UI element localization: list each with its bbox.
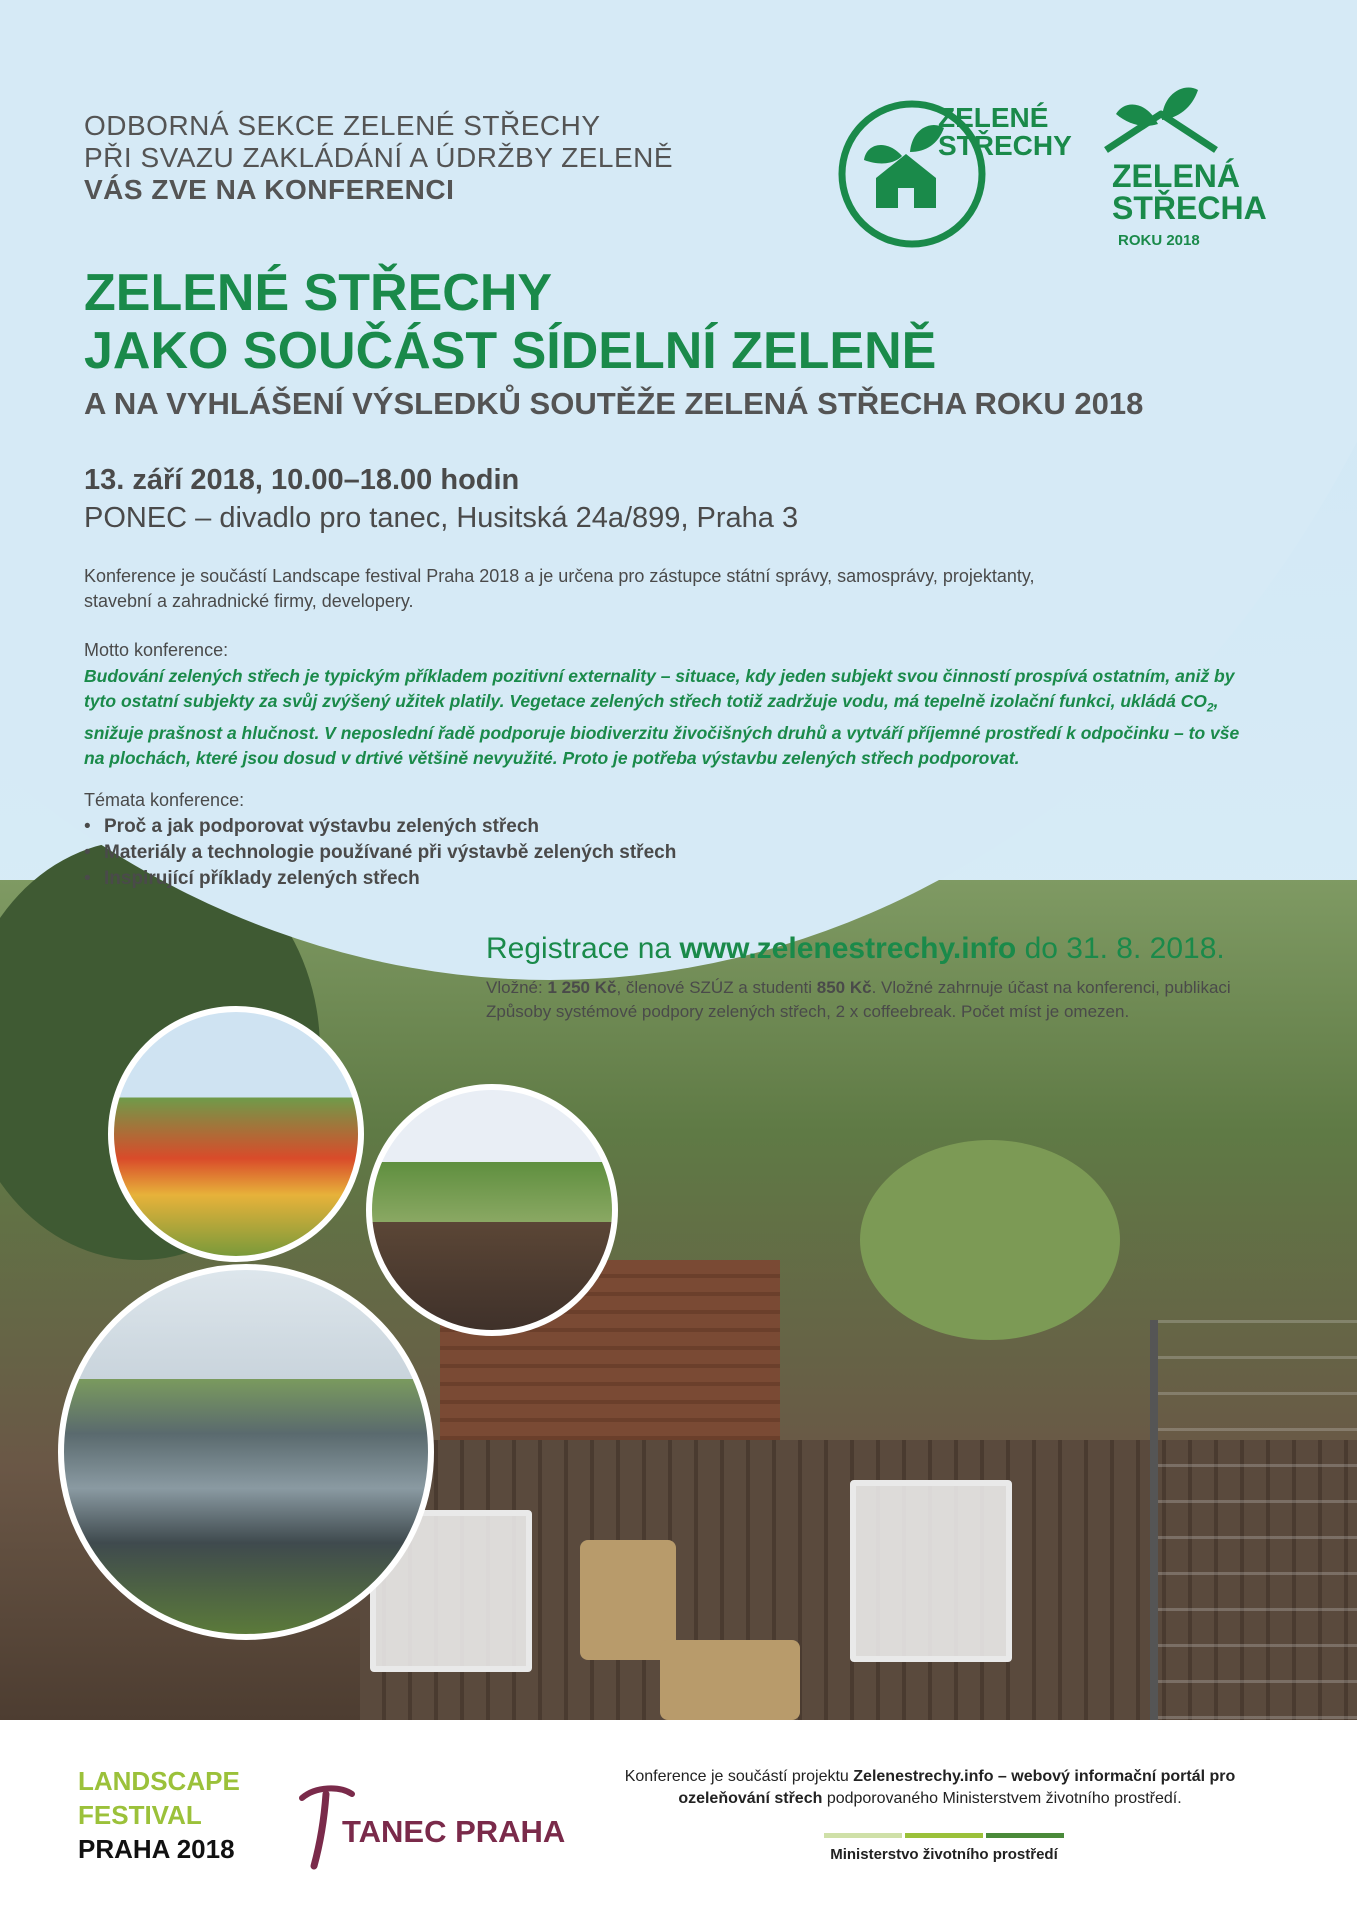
logo-line: STŘECHA bbox=[1112, 190, 1267, 226]
motto-part: , snižuje prašnost a hlučnost. V neposlední řadě podporuje biodiverzitu živočišných druhů a vytváří příjemné prostředí k odpočinku – to vše na plochách, které jsou dosud v drtivé většině nevyužité. Proto je potřeba výstavbu zelených střech podporovat. bbox=[84, 691, 1240, 768]
photo-circle-building-roof bbox=[58, 1264, 434, 1640]
event-place: PONEC – divadlo pro tanec, Husitská 24a/899, Praha 3 bbox=[84, 502, 799, 534]
railing bbox=[1150, 1320, 1357, 1720]
fee-info bbox=[486, 976, 1286, 1024]
list-item: • Proč a jak podporovat výstavbu zelených střech bbox=[84, 814, 676, 840]
organizer-line-2: PŘI SVAZU ZAKLÁDÁNÍ A ÚDRŽBY ZELENĚ bbox=[84, 142, 674, 173]
registration-link[interactable]: www.zelenestrechy.info bbox=[679, 932, 1017, 965]
shrub bbox=[860, 1140, 1120, 1340]
ministry-logo-text: Ministerstvo životního prostředí bbox=[830, 1846, 1058, 1863]
invite-line: VÁS ZVE NA KONFERENCI bbox=[84, 174, 455, 205]
organizer-line-1: ODBORNÁ SEKCE ZELENÉ STŘECHY bbox=[84, 110, 601, 141]
zelene-strechy-logo-text bbox=[938, 104, 1072, 160]
list-item: • Materiály a technologie používané při výstavbě zelených střech bbox=[84, 840, 676, 866]
topics-list bbox=[84, 814, 676, 892]
motto-heading: Motto konference: bbox=[84, 640, 229, 660]
tanec-praha-logo-text: TANEC PRAHA bbox=[342, 1814, 566, 1849]
event-date: 13. září 2018, 10.00–18.00 hodin bbox=[84, 464, 520, 496]
bar bbox=[986, 1833, 1064, 1838]
topics-heading: Témata konference: bbox=[84, 790, 245, 810]
registration-deadline: do 31. 8. 2018. bbox=[1024, 932, 1225, 965]
logo-line: STŘECHY bbox=[938, 130, 1072, 161]
footer-note-part: Konference je součástí projektu bbox=[624, 1768, 849, 1785]
wood-stump bbox=[660, 1640, 800, 1720]
co2-subscript: 2 bbox=[1206, 700, 1214, 715]
fee-full: 1 250 Kč bbox=[547, 978, 617, 997]
logo-line: ZELENÁ bbox=[1112, 158, 1240, 194]
list-item: • Inspirující příklady zelených střech bbox=[84, 866, 676, 892]
ministry-logo-bars bbox=[824, 1833, 1064, 1838]
fee-reduced: 850 Kč bbox=[816, 978, 872, 997]
photo-circle-flower-roof bbox=[108, 1006, 364, 1262]
zelena-strecha-logo-text bbox=[1112, 160, 1267, 224]
photo-circle-loungers bbox=[366, 1084, 618, 1336]
conference-subtitle: A NA VYHLÁŠENÍ VÝSLEDKŮ SOUTĚŽE ZELENÁ STŘECHA ROKU 2018 bbox=[84, 386, 1144, 421]
title-line-1: ZELENÉ STŘECHY bbox=[84, 264, 553, 322]
footer-note bbox=[580, 1766, 1280, 1810]
lf-line: LANDSCAPE bbox=[78, 1766, 240, 1796]
intro-text: Konference je součástí Landscape festival Praha 2018 a je určena pro zástupce státní správy, samosprávy, projektanty, stavební a zahradnické firmy, developery. bbox=[84, 566, 1035, 611]
footer-note-part: podporovaného Ministerstvem životního prostředí. bbox=[826, 1790, 1182, 1807]
registration-prefix: Registrace na bbox=[486, 932, 672, 965]
registration bbox=[486, 932, 1225, 966]
conference-title bbox=[84, 264, 936, 380]
title-line-2: JAKO SOUČÁST SÍDELNÍ ZELENĚ bbox=[84, 322, 937, 380]
lf-line: PRAHA 2018 bbox=[78, 1834, 235, 1864]
bar bbox=[824, 1833, 902, 1838]
lf-line: FESTIVAL bbox=[78, 1800, 202, 1830]
zelena-strecha-logo-icon bbox=[1098, 80, 1224, 170]
footer-note-bold: Zelenestrechy.info – webový informační portál pro ozeleňování střech bbox=[678, 1768, 1236, 1807]
chair bbox=[850, 1480, 1012, 1662]
fee-note: . Vložné zahrnuje účast na konferenci, publikaci Způsoby systémové podpory zelených střech, 2 x coffeebreak. Počet míst je omezen. bbox=[486, 978, 1231, 1021]
landscape-festival-logo bbox=[78, 1764, 240, 1866]
fee-label: Vložné: bbox=[486, 978, 543, 997]
logo-year: ROKU 2018 bbox=[1118, 232, 1200, 249]
motto-part: Budování zelených střech je typickým příkladem pozitivní externality – situace, kdy jeden subjekt svou činností prospívá ostatním, aniž by tyto ostatní subjekty za svůj zvýšený užitek platily. Vegetace zelených střech totiž zadržuje vodu, má tepelně izolační funkci, ukládá CO bbox=[84, 666, 1235, 711]
logo-line: ZELENÉ bbox=[938, 102, 1049, 133]
motto-text bbox=[84, 664, 1264, 771]
organizer bbox=[84, 110, 673, 206]
bar bbox=[905, 1833, 983, 1838]
fee-text: , členové SZÚZ a studenti bbox=[616, 978, 813, 997]
